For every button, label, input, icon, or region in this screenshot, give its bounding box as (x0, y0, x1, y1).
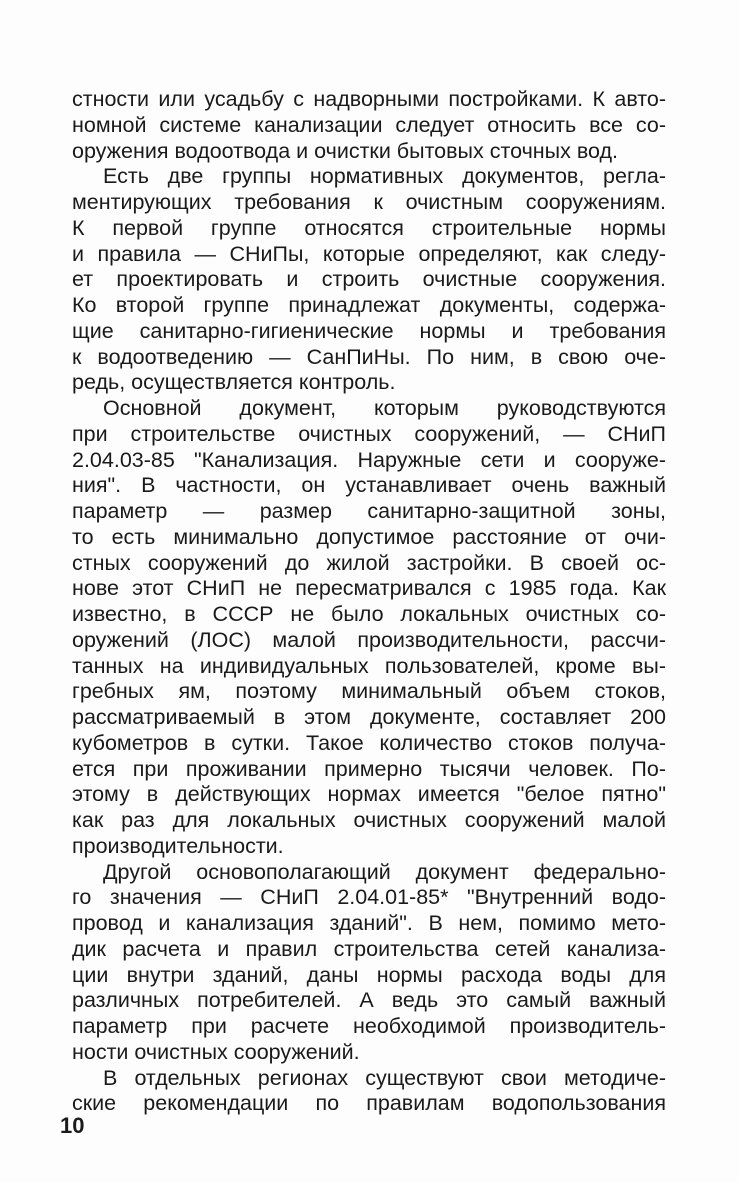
paragraph (72, 87, 666, 164)
paragraph (72, 860, 666, 1066)
body-text (72, 87, 666, 1117)
text-line: параметр — размер санитарно-защитной зоны, (72, 499, 666, 523)
text-line: редь, осуществляется контроль. (72, 370, 396, 395)
text-line: производительности. (72, 833, 284, 858)
text-line: то есть минимально допустимое расстояние от очи- (72, 524, 666, 549)
text-line: танных на индивидуальных пользователей, кроме вы- (72, 653, 666, 678)
text-line: стных сооружений до жилой застройки. В своей ос- (72, 550, 666, 575)
text-line: провод и канализация зданий". В нем, помимо мето- (72, 911, 666, 935)
text-line: ется при проживании примерно тысячи человек. По- (72, 756, 666, 781)
text-line: В отдельных регионах существуют свои методиче- (103, 1065, 666, 1090)
paragraph (72, 1066, 666, 1118)
text-line: Другой основополагающий документ федерально- (103, 859, 666, 884)
text-line: ции внутри зданий, даны нормы расхода воды для (72, 962, 666, 987)
text-line: нове этот СНиП не пересматривался с 1985 года. Как (72, 576, 666, 601)
text-line: этому в действующих нормах имеется "белое пятно" (72, 782, 666, 807)
text-line: го значения — СНиП 2.04.01-85* "Внутренний водо- (72, 885, 666, 910)
text-line: оружений (ЛОС) малой производительности, рассчи- (72, 627, 666, 652)
text-line: Есть две группы нормативных документов, регла- (103, 164, 666, 189)
text-line: известно, в СССР не было локальных очистных со- (72, 602, 666, 626)
paragraph (72, 164, 666, 396)
paragraph (72, 396, 666, 860)
text-line: К первой группе относятся строительные нормы (72, 215, 666, 240)
text-line: ет проектировать и строить очистные сооружения. (72, 267, 666, 292)
text-line: Основной документ, которым руководствуются (103, 396, 666, 420)
text-line: номной системе канализации следует относить все со- (72, 112, 666, 137)
text-line: дик расчета и правил строительства сетей канализа- (72, 936, 666, 961)
page-number: 10 (60, 1113, 85, 1138)
text-line: оружения водоотвода и очистки бытовых сточных вод. (72, 138, 619, 163)
text-line: различных потребителей. А ведь это самый важный (72, 988, 666, 1013)
text-line: как раз для локальных очистных сооружений малой (72, 808, 666, 832)
text-line: и правила — СНиПы, которые определяют, как следу- (72, 241, 666, 266)
text-line: кубометров в сутки. Такое количество стоков получа- (72, 730, 666, 755)
text-line: щие санитарно-гигиенические нормы и требования (72, 318, 666, 343)
text-line: гребных ям, поэтому минимальный объем стоков, (72, 679, 666, 704)
text-line: к водоотведению — СанПиНы. По ним, в свою оче- (72, 344, 666, 369)
text-line: ния". В частности, он устанавливает очень важный (72, 473, 666, 498)
text-line: ментирующих требования к очистным сооружениям. (72, 190, 666, 214)
text-line: стности или усадьбу с надворными постройками. К авто- (72, 87, 666, 111)
text-line: 2.04.03-85 "Канализация. Наружные сети и сооруже- (72, 447, 666, 472)
text-line: Ко второй группе принадлежат документы, содержа- (72, 293, 666, 317)
text-line: при строительстве очистных сооружений, — СНиП (72, 421, 666, 446)
text-line: рассматриваемый в этом документе, составляет 200 (72, 705, 666, 729)
text-line: параметр при расчете необходимой производитель- (72, 1014, 666, 1038)
text-line: ности очистных сооружений. (72, 1039, 360, 1064)
text-line: ские рекомендации по правилам водопользования (72, 1091, 666, 1116)
